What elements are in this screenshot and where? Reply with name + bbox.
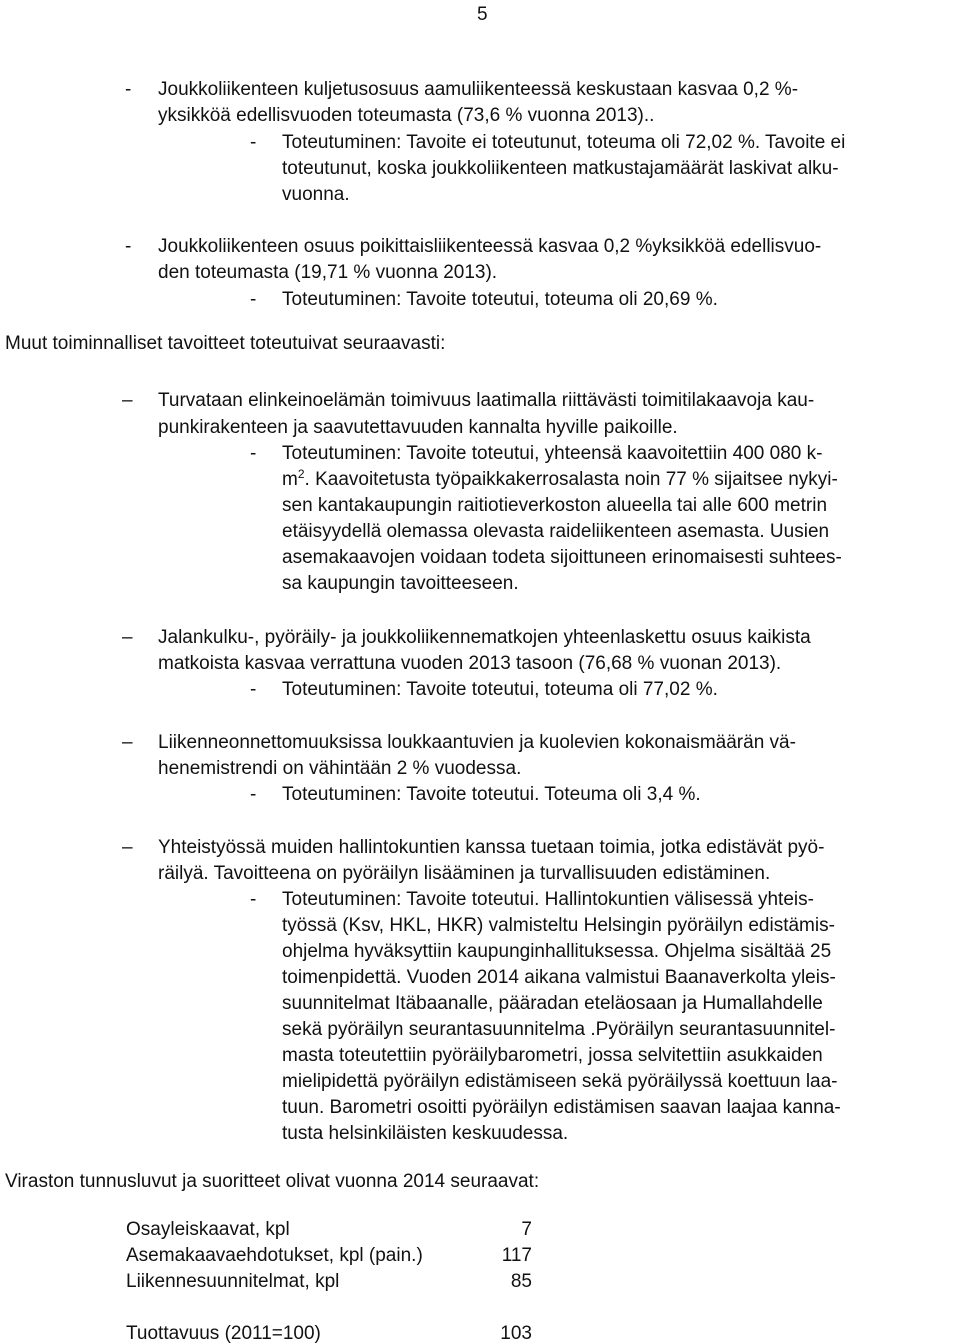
stats-label: Tuottavuus (2011=100) xyxy=(126,1323,321,1344)
goal-text-line: matkoista kasvaa verrattuna vuoden 2013 tasoon (76,68 % vuonan 2013). xyxy=(158,653,782,674)
page-number: 5 xyxy=(477,4,488,25)
superscript-2: 2 xyxy=(297,467,305,481)
goal-text-line: den toteumasta (19,71 % vuonna 2013). xyxy=(158,262,498,283)
result-text-line: sa kaupungin tavoitteeseen. xyxy=(282,573,519,594)
stats-value: 7 xyxy=(521,1219,532,1240)
result-text-line: tuun. Barometri osoitti pyöräilyn edistämisen saavan laajaa kanna- xyxy=(282,1097,841,1118)
result-text-line: Toteutuminen: Tavoite toteutui. Toteuma oli 3,4 %. xyxy=(282,784,701,805)
result-text-line: asemakaavojen voidaan todeta sijoittuneen erinomaisesti suhtees- xyxy=(282,547,842,568)
dash-bullet: - xyxy=(125,236,132,257)
result-continuation: . Kaavoitetusta työpaikkakerrosalasta noin 77 % sijaitsee nykyi- xyxy=(304,469,838,490)
dash-bullet: – xyxy=(122,390,133,411)
result-text-line: Toteutuminen: Tavoite ei toteutunut, toteuma oli 72,02 %. Tavoite ei xyxy=(282,132,846,153)
stats-intro: Viraston tunnusluvut ja suoritteet olivat vuonna 2014 seuraavat: xyxy=(5,1171,540,1192)
dash-bullet: - xyxy=(250,132,257,153)
goal-text-line: punkirakenteen ja saavutettavuuden kannalta hyville paikoille. xyxy=(158,417,678,438)
result-text-line: Toteutuminen: Tavoite toteutui, yhteensä kaavoitettiin 400 080 k- xyxy=(282,443,823,464)
result-text-line: tusta helsinkiläisten keskuudessa. xyxy=(282,1123,569,1144)
result-text-line: masta toteutettiin pyöräilybarometri, jossa selvitettiin asukkaiden xyxy=(282,1045,823,1066)
dash-bullet: - xyxy=(250,289,257,310)
goal-text-line: Yhteistyössä muiden hallintokuntien kanssa tuetaan toimia, jotka edistävät pyö- xyxy=(158,837,825,858)
goal-text-line: Liikenneonnettomuuksissa loukkaantuvien ja kuolevien kokonaismäärän vä- xyxy=(158,732,796,753)
stats-value: 103 xyxy=(500,1323,532,1344)
result-text-line: Toteutuminen: Tavoite toteutui, toteuma oli 77,02 %. xyxy=(282,679,718,700)
result-text-line: ohjelma hyväksyttiin kaupunginhallituksessa. Ohjelma sisältää 25 xyxy=(282,941,832,962)
dash-bullet: - xyxy=(250,784,257,805)
result-text-line: toteutunut, koska joukkoliikenteen matkustajamäärät laskivat alku- xyxy=(282,158,839,179)
goal-text-line: Joukkoliikenteen kuljetusosuus aamuliikenteessä keskustaan kasvaa 0,2 %- xyxy=(158,79,799,100)
goal-text-line: Jalankulku-, pyöräily- ja joukkoliikennematkojen yhteenlaskettu osuus kaikista xyxy=(158,627,811,648)
dash-bullet: - xyxy=(125,79,132,100)
result-text-line: työssä (Ksv, HKL, HKR) valmisteltu Helsingin pyöräilyn edistämis- xyxy=(282,915,835,936)
dash-bullet: – xyxy=(122,732,133,753)
stats-label: Liikennesuunnitelmat, kpl xyxy=(126,1271,340,1292)
stats-value: 85 xyxy=(510,1271,532,1292)
result-text-line: mielipidettä pyöräilyn edistämiseen sekä pyöräilyssä koettuun laa- xyxy=(282,1071,838,1092)
stats-label: Asemakaavaehdotukset, kpl (pain.) xyxy=(126,1245,423,1266)
result-text-line: Toteutuminen: Tavoite toteutui. Hallintokuntien välisessä yhteis- xyxy=(282,889,814,910)
unit-m: m xyxy=(282,469,298,490)
result-text-line: vuonna. xyxy=(282,184,350,205)
goal-text-line: yksikköä edellisvuoden toteumasta (73,6 % vuonna 2013).. xyxy=(158,105,655,126)
dash-bullet: – xyxy=(122,627,133,648)
goal-text-line: Joukkoliikenteen osuus poikittaisliikenteessä kasvaa 0,2 %yksikköä edellisvuo- xyxy=(158,236,822,257)
result-text-line: Toteutuminen: Tavoite toteutui, toteuma oli 20,69 %. xyxy=(282,289,718,310)
stats-label: Osayleiskaavat, kpl xyxy=(126,1219,290,1240)
result-text-line: suunnitelmat Itäbaanalle, pääradan eteläosaan ja Humallahdelle xyxy=(282,993,823,1014)
dash-bullet: – xyxy=(122,837,133,858)
goal-text-line: räilyä. Tavoitteena on pyöräilyn lisääminen ja turvallisuuden edistäminen. xyxy=(158,863,771,884)
goal-text-line: Turvataan elinkeinoelämän toimivuus laatimalla riittävästi toimitilakaavoja kau- xyxy=(158,390,815,411)
dash-bullet: - xyxy=(250,443,257,464)
result-text-line: sekä pyöräilyn seurantasuunnitelma .Pyöräilyn seurantasuunnitel- xyxy=(282,1019,836,1040)
result-text-line: etäisyydellä olemassa olevasta raideliikenteen asemasta. Uusien xyxy=(282,521,830,542)
dash-bullet: - xyxy=(250,679,257,700)
result-text-line: sen kantakaupungin raitiotieverkoston alueella tai alle 600 metrin xyxy=(282,495,828,516)
result-text-line xyxy=(282,467,838,490)
stats-value: 117 xyxy=(501,1245,532,1266)
section-intro: Muut toiminnalliset tavoitteet toteutuivat seuraavasti: xyxy=(5,333,446,354)
result-text-line: toimenpidettä. Vuoden 2014 aikana valmistui Baanaverkolta yleis- xyxy=(282,967,836,988)
goal-text-line: henemistrendi on vähintään 2 % vuodessa. xyxy=(158,758,522,779)
dash-bullet: - xyxy=(250,889,257,910)
